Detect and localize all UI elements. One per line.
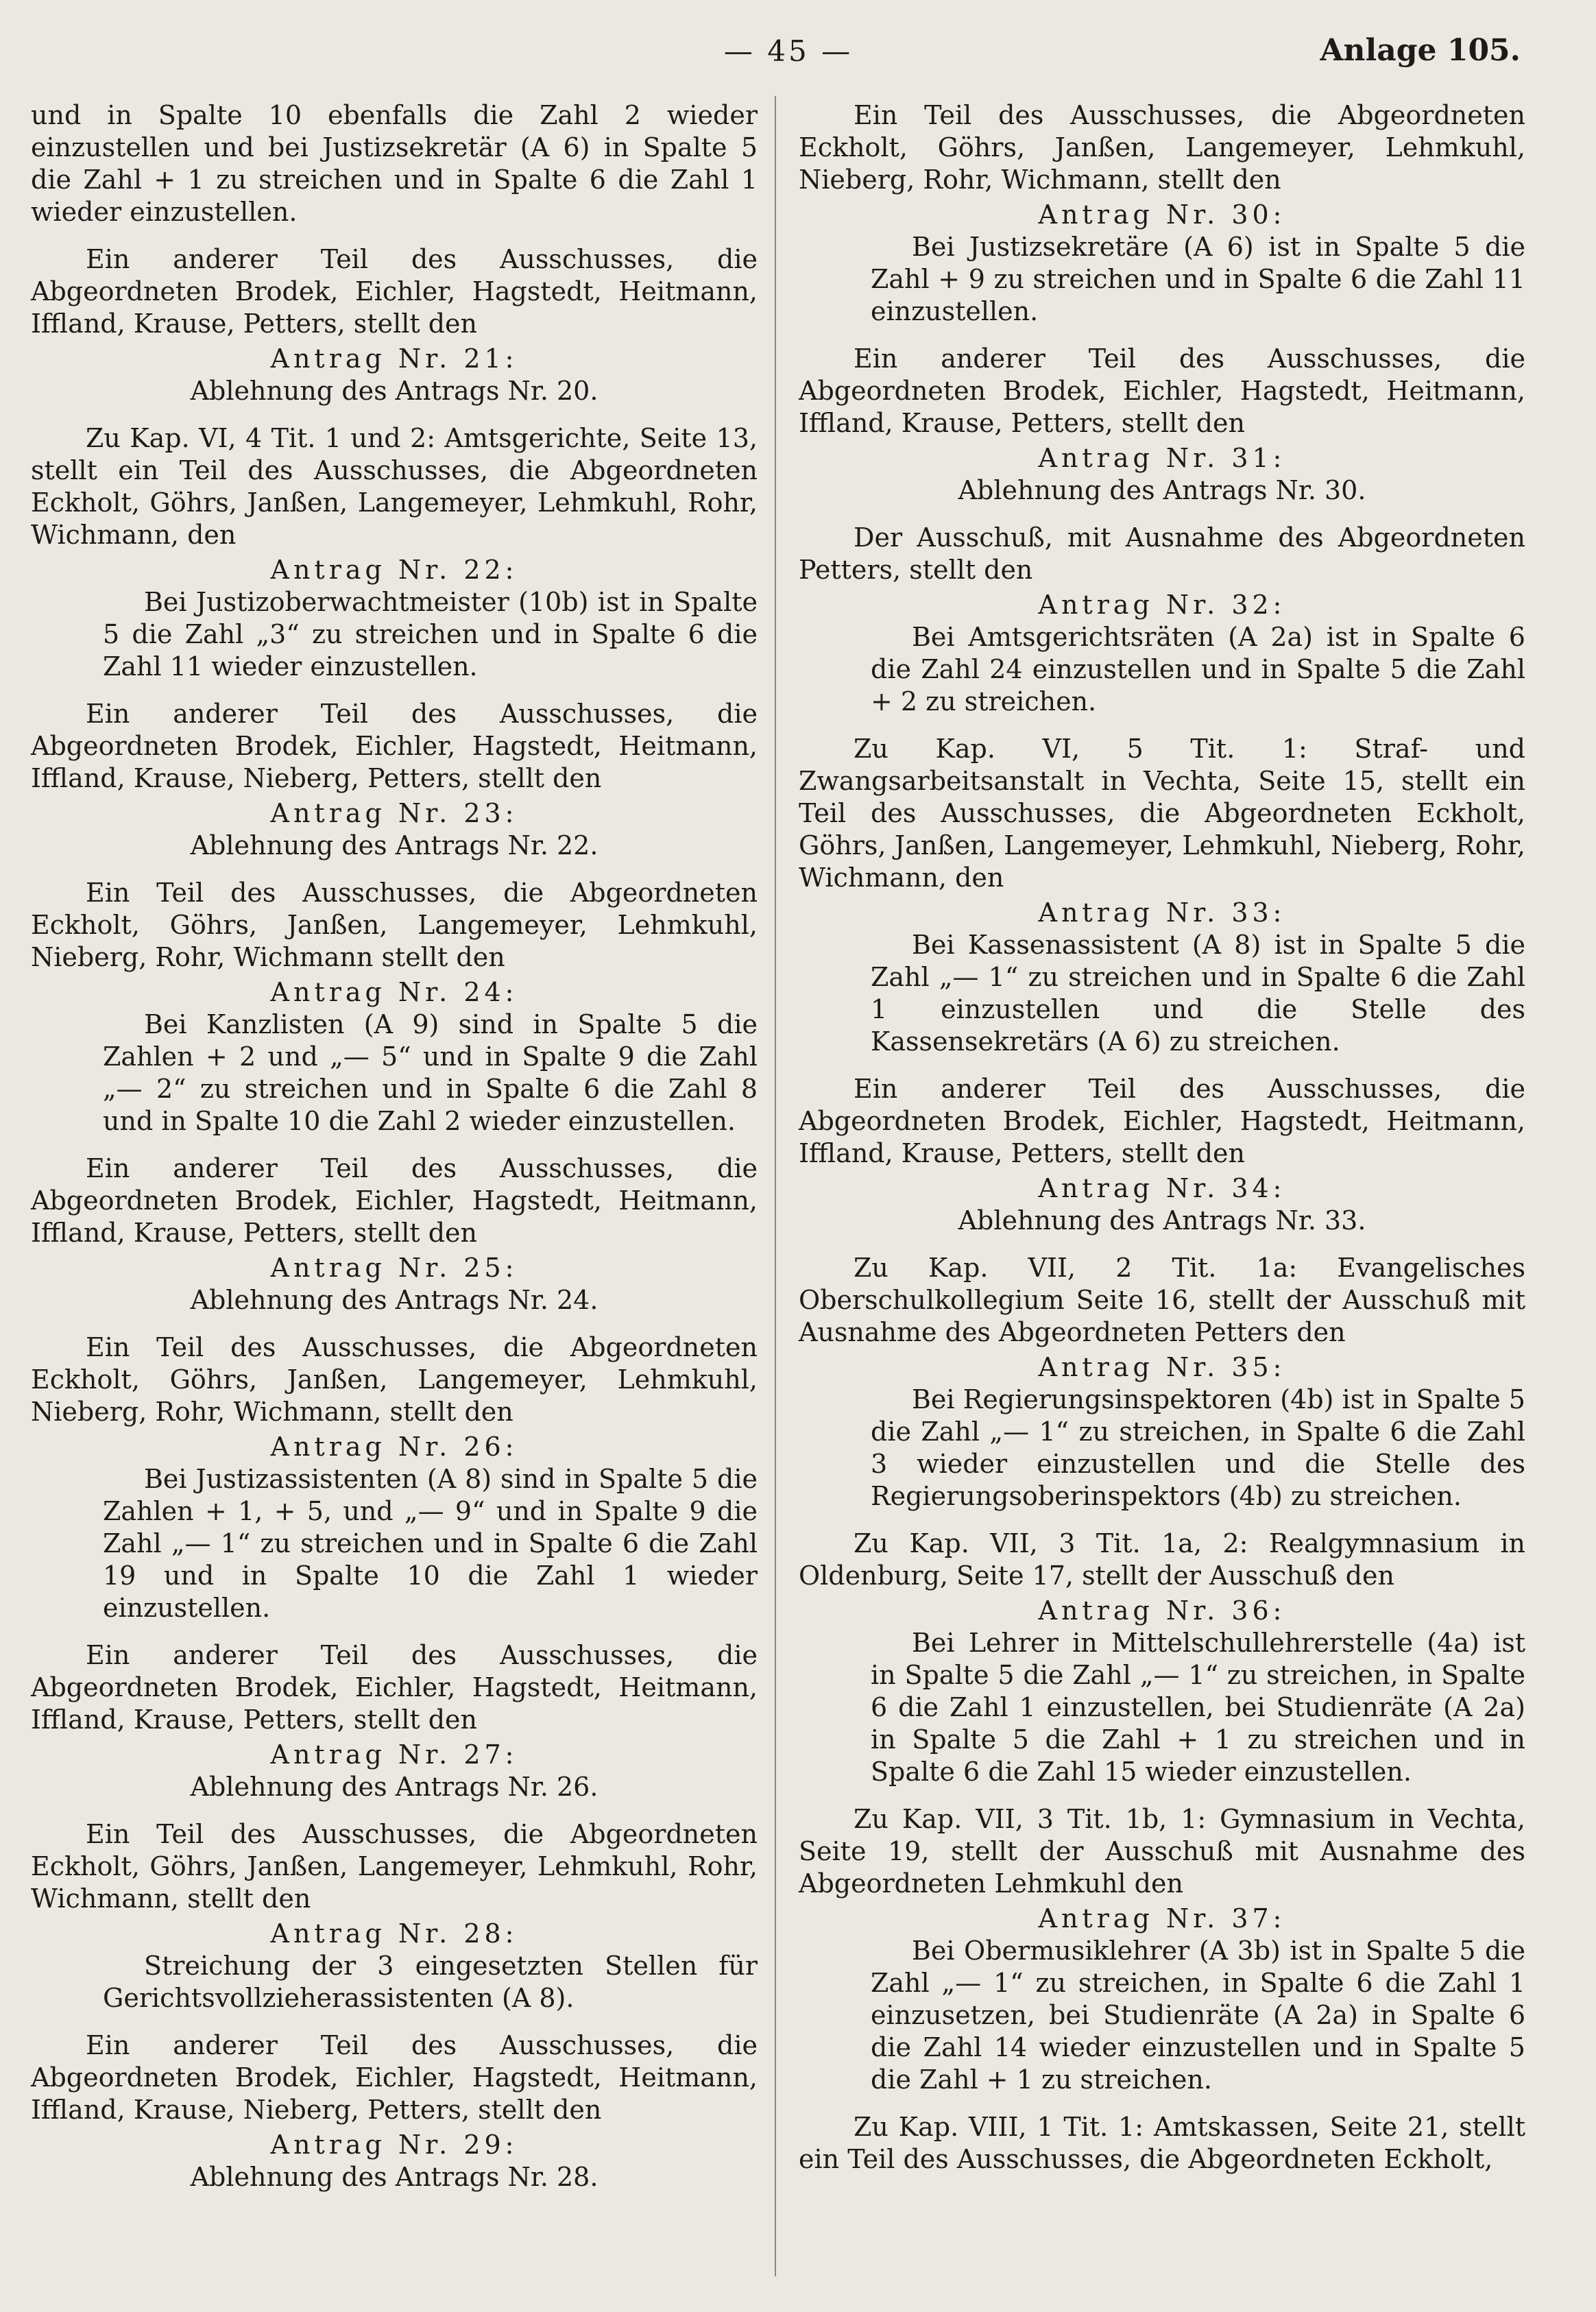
paragraph: Ein Teil des Ausschusses, die Abgeordneten Eckholt, Göhrs, Janßen, Langemeyer, Lehmkuhl, Nieberg, Rohr, Wichmann, stellt den (31, 1332, 758, 1427)
right-column (799, 99, 1525, 2176)
motion-text: Ablehnung des Antrags Nr. 28. (190, 2162, 598, 2192)
motion-heading: Antrag Nr. 25: (270, 1253, 518, 1283)
motion-text: Bei Kassenassistent (A 8) ist in Spalte 5 die Zahl „— 1“ zu streichen und in Spalte 6 die Zahl 1 einzustellen und die Stelle des Kassensekretärs (A 6) zu streichen. (871, 930, 1525, 1057)
paragraph: Zu Kap. VIII, 1 Tit. 1: Amtskassen, Seite 21, stellt ein Teil des Ausschusses, die Abgeordneten Eckholt, (799, 2112, 1525, 2174)
paragraph: Ein anderer Teil des Ausschusses, die Abgeordneten Brodek, Eichler, Hagstedt, Heitmann, Iffland, Krause, Nieberg, Petters, stellt den (31, 2030, 758, 2125)
motion-text: Bei Justizsekretäre (A 6) ist in Spalte 5 die Zahl + 9 zu streichen und in Spalte 6 die Zahl 11 einzustellen. (871, 232, 1525, 326)
paragraph: Zu Kap. VII, 2 Tit. 1a: Evangelisches Oberschulkollegium Seite 16, stellt der Ausschuß mit Ausnahme des Abgeordneten Petters den (799, 1253, 1525, 1347)
motion-text: Bei Justizassistenten (A 8) sind in Spalte 5 die Zahlen + 1, + 5, und „— 9“ und in Spalte 9 die Zahl „— 1“ zu streichen und in Spalte 6 die Zahl 19 und in Spalte 10 die Zahl 1 wieder einzustellen. (103, 1464, 758, 1623)
motion-text: Ablehnung des Antrags Nr. 24. (190, 1285, 598, 1315)
motion-heading: Antrag Nr. 28: (270, 1918, 518, 1949)
motion-text: Ablehnung des Antrags Nr. 26. (190, 1772, 598, 1802)
motion-text: Ablehnung des Antrags Nr. 22. (190, 830, 598, 860)
motion-heading: Antrag Nr. 26: (270, 1432, 518, 1462)
paragraph: Ein Teil des Ausschusses, die Abgeordneten Eckholt, Göhrs, Janßen, Langemeyer, Lehmkuhl, Nieberg, Rohr, Wichmann, stellt den (799, 100, 1525, 195)
paragraph: Ein anderer Teil des Ausschusses, die Abgeordneten Brodek, Eichler, Hagstedt, Heitmann, Iffland, Krause, Petters, stellt den (31, 1153, 758, 1248)
motion-heading: Antrag Nr. 33: (1038, 898, 1286, 928)
motion-heading: Antrag Nr. 34: (1038, 1173, 1286, 1203)
paragraph: Zu Kap. VI, 5 Tit. 1: Straf- und Zwangsarbeitsanstalt in Vechta, Seite 15, stellt ein Teil des Ausschusses, die Abgeordneten Eckholt, Göhrs, Janßen, Langemeyer, Lehmkuhl, Nieberg, Rohr, Wichmann, den (799, 734, 1525, 893)
paragraph: Zu Kap. VI, 4 Tit. 1 und 2: Amtsgerichte, Seite 13, stellt ein Teil des Ausschusses, die Abgeordneten Eckholt, Göhrs, Janßen, Langemeyer, Lehmkuhl, Rohr, Wichmann, den (31, 423, 758, 550)
motion-heading: Antrag Nr. 32: (1038, 590, 1286, 620)
paragraph: Ein anderer Teil des Ausschusses, die Abgeordneten Brodek, Eichler, Hagstedt, Heitmann, Iffland, Krause, Petters, stellt den (799, 1074, 1525, 1168)
motion-heading: Antrag Nr. 23: (270, 798, 518, 828)
motion-text: Ablehnung des Antrags Nr. 20. (190, 376, 598, 406)
paragraph: Ein anderer Teil des Ausschusses, die Abgeordneten Brodek, Eichler, Hagstedt, Heitmann, Iffland, Krause, Petters, stellt den (799, 344, 1525, 438)
motion-text: Bei Regierungsinspektoren (4b) ist in Spalte 5 die Zahl „— 1“ zu streichen, in Spalte 6 die Zahl 3 wieder einzustellen und die Stelle des Regierungsoberinspektors (4b) zu streichen. (871, 1384, 1525, 1511)
motion-heading: Antrag Nr. 24: (270, 977, 518, 1007)
motion-heading: Antrag Nr. 35: (1038, 1352, 1286, 1382)
paragraph: Der Ausschuß, mit Ausnahme des Abgeordneten Petters, stellt den (799, 522, 1525, 585)
motion-heading: Antrag Nr. 37: (1038, 1903, 1286, 1934)
motion-text: Bei Kanzlisten (A 9) sind in Spalte 5 die Zahlen + 2 und „— 5“ und in Spalte 9 die Zahl „— 2“ zu streichen und in Spalte 6 die Zahl 8 und in Spalte 10 die Zahl 2 wieder einzustellen. (103, 1009, 758, 1136)
motion-heading: Antrag Nr. 22: (270, 555, 518, 585)
appendix-label: Anlage 105. (1320, 33, 1521, 68)
paragraph: Ein Teil des Ausschusses, die Abgeordneten Eckholt, Göhrs, Janßen, Langemeyer, Lehmkuhl, Rohr, Wichmann, stellt den (31, 1819, 758, 1914)
paragraph: und in Spalte 10 ebenfalls die Zahl 2 wieder einzustellen und bei Justizsekretär (A 6) in Spalte 5 die Zahl + 1 zu streichen und in Spalte 6 die Zahl 1 wieder einzustellen. (31, 100, 758, 227)
left-column (31, 99, 758, 2193)
motion-text: Bei Amtsgerichtsräten (A 2a) ist in Spalte 6 die Zahl 24 einzustellen und in Spalte 5 die Zahl + 2 zu streichen. (871, 622, 1525, 717)
motion-text: Bei Justizoberwachtmeister (10b) ist in Spalte 5 die Zahl „3“ zu streichen und in Spalte 6 die Zahl 11 wieder einzustellen. (103, 587, 758, 682)
motion-heading: Antrag Nr. 27: (270, 1739, 518, 1770)
motion-text: Bei Obermusiklehrer (A 3b) ist in Spalte 5 die Zahl „— 1“ zu streichen, in Spalte 6 die Zahl 1 einzusetzen, bei Studienräte (A 2a) in Spalte 6 die Zahl 14 wieder einzustellen und in Spalte 5 die Zahl + 1 zu streichen. (871, 1936, 1525, 2095)
paragraph: Ein anderer Teil des Ausschusses, die Abgeordneten Brodek, Eichler, Hagstedt, Heitmann, Iffland, Krause, Petters, stellt den (31, 1640, 758, 1735)
motion-heading: Antrag Nr. 29: (270, 2130, 518, 2160)
motion-heading: Antrag Nr. 31: (1038, 443, 1286, 473)
paragraph: Zu Kap. VII, 3 Tit. 1a, 2: Realgymnasium in Oldenburg, Seite 17, stellt der Ausschuß den (799, 1528, 1525, 1591)
column-divider (775, 96, 776, 2276)
motion-text: Bei Lehrer in Mittelschullehrerstelle (4a) ist in Spalte 5 die Zahl „— 1“ zu streichen, in Spalte 6 die Zahl 1 einzustellen, bei Studienräte (A 2a) in Spalte 5 die Zahl + 1 zu streichen und in Spalte 6 die Zahl 15 wieder einzustellen. (871, 1628, 1525, 1787)
paragraph: Ein anderer Teil des Ausschusses, die Abgeordneten Brodek, Eichler, Hagstedt, Heitmann, Iffland, Krause, Nieberg, Petters, stellt den (31, 699, 758, 793)
motion-text: Ablehnung des Antrags Nr. 33. (958, 1205, 1366, 1236)
motion-text: Ablehnung des Antrags Nr. 30. (958, 475, 1366, 505)
paragraph: Zu Kap. VII, 3 Tit. 1b, 1: Gymnasium in Vechta, Seite 19, stellt der Ausschuß mit Ausnahme des Abgeordneten Lehmkuhl den (799, 1804, 1525, 1899)
paragraph: Ein Teil des Ausschusses, die Abgeordneten Eckholt, Göhrs, Janßen, Langemeyer, Lehmkuhl, Nieberg, Rohr, Wichmann stellt den (31, 878, 758, 972)
motion-heading: Antrag Nr. 21: (270, 344, 518, 374)
paragraph: Ein anderer Teil des Ausschusses, die Abgeordneten Brodek, Eichler, Hagstedt, Heitmann, Iffland, Krause, Petters, stellt den (31, 244, 758, 339)
motion-heading: Antrag Nr. 36: (1038, 1595, 1286, 1626)
motion-text: Streichung der 3 eingesetzten Stellen für Gerichtsvollzieherassistenten (A 8). (103, 1951, 758, 2013)
page-number: — 45 — (723, 34, 854, 68)
motion-heading: Antrag Nr. 30: (1038, 200, 1286, 230)
